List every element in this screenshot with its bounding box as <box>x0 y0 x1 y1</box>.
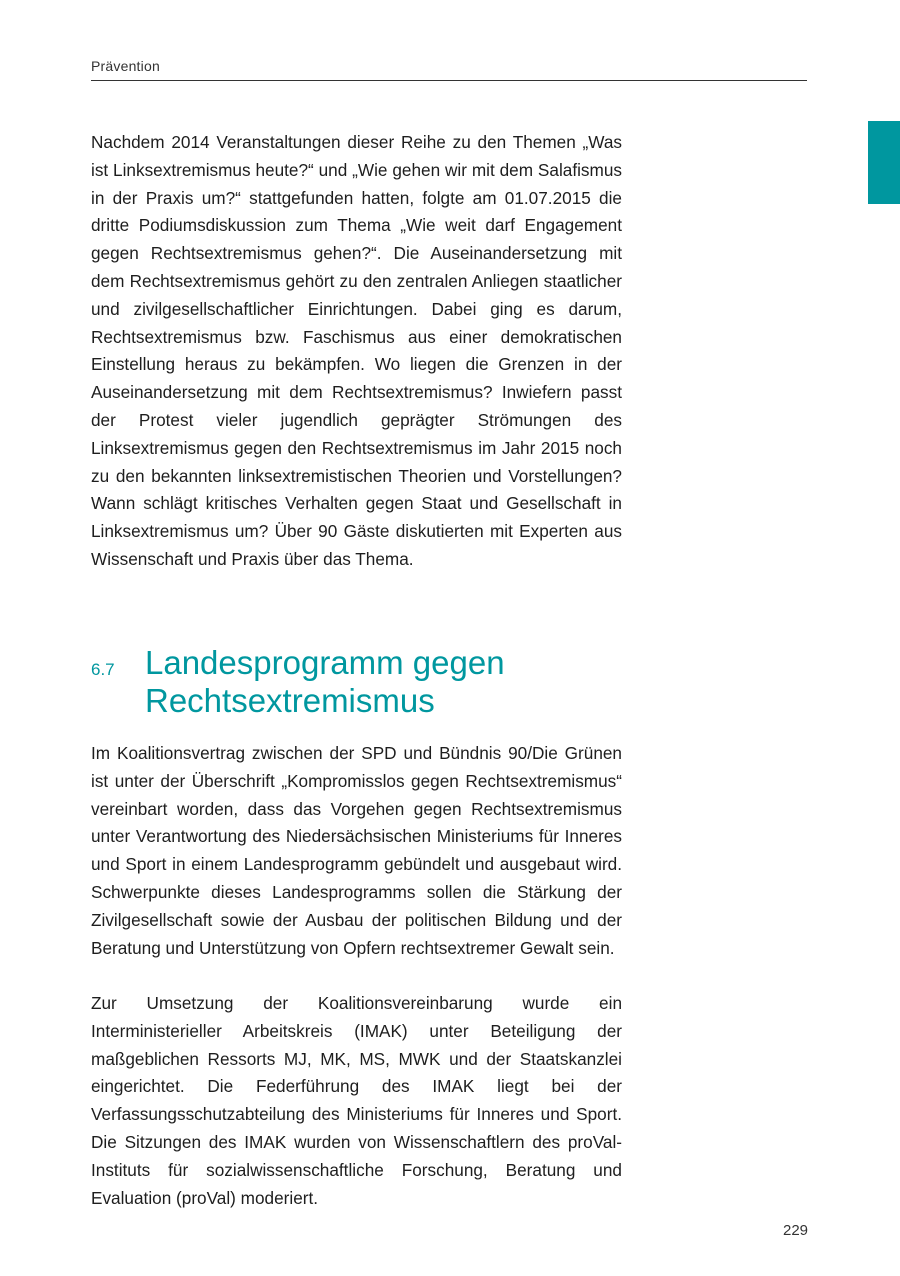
section-title: Landesprogramm gegen Rechtsextremismus <box>145 644 505 719</box>
body-paragraph-2: Im Koalitionsvertrag zwischen der SPD und Bündnis 90/Die Grünen ist unter der Überschrift „Kompromisslos gegen Rechtsextremismus“ vereinbart worden, dass das Vorgehen gegen Rechtsextremismus unter Verantwortung des Niedersächsischen Ministeriums für Inneres und Sport in einem Landesprogramm gebündelt und ausgebaut wird. Schwerpunkte dieses Landesprogramms sollen die Stärkung der Zivilgesellschaft sowie der Ausbau der politischen Bildung und der Beratung und Unterstützung von Opfern rechtsextremer Gewalt sein. <box>91 743 622 958</box>
body-paragraph-3: Zur Umsetzung der Koalitionsvereinbarung wurde ein Interministerieller Arbeitskreis (IMAK) unter Beteiligung der maßgeblichen Ressorts MJ, MK, MS, MWK und der Staatskanzlei eingerichtet. Die Federführung des IMAK liegt bei der Verfassungsschutzabteilung des Ministeriums für Inneres und Sport. Die Sitzungen des IMAK wurden von Wissenschaftlern des proVal-Instituts für sozialwissenschaftliche Forschung, Beratung und Evaluation (proVal) moderiert. <box>91 993 622 1208</box>
section-number: 6.7 <box>91 660 115 679</box>
header-rule <box>91 80 807 81</box>
page-number: 229 <box>783 1222 809 1239</box>
running-head: Prävention <box>91 58 160 74</box>
chapter-tab-marker <box>868 121 900 204</box>
body-paragraph-1: Nachdem 2014 Veranstaltungen dieser Reihe zu den Themen „Was ist Linksextremismus heute?“ und „Wie gehen wir mit dem Salafismus in der Praxis um?“ stattgefunden hatten, folgte am 01.07.2015 die dritte Podiumsdiskussion zum Thema „Wie weit darf Engagement gegen Rechtsextremismus gehen?“. Die Auseinandersetzung mit dem Rechtsextremismus gehört zu den zentralen Anliegen staatlicher und zivilgesellschaftlicher Einrichtungen. Dabei ging es darum, Rechtsextremismus bzw. Faschismus aus einer demokratischen Einstellung heraus zu bekämpfen. Wo liegen die Grenzen in der Auseinandersetzung mit dem Rechtsextremismus? Inwiefern passt der Protest vieler jugendlich geprägter Strömungen des Linksextremismus gegen den Rechtsextremismus im Jahr 2015 noch zu den bekannten linksextremistischen Theorien und Vorstellungen? Wann schlägt kritisches Verhalten gegen Staat und Gesellschaft in Linksextremismus um? Über 90 Gäste diskutierten mit Experten aus Wissenschaft und Praxis über das Thema. <box>91 132 622 569</box>
